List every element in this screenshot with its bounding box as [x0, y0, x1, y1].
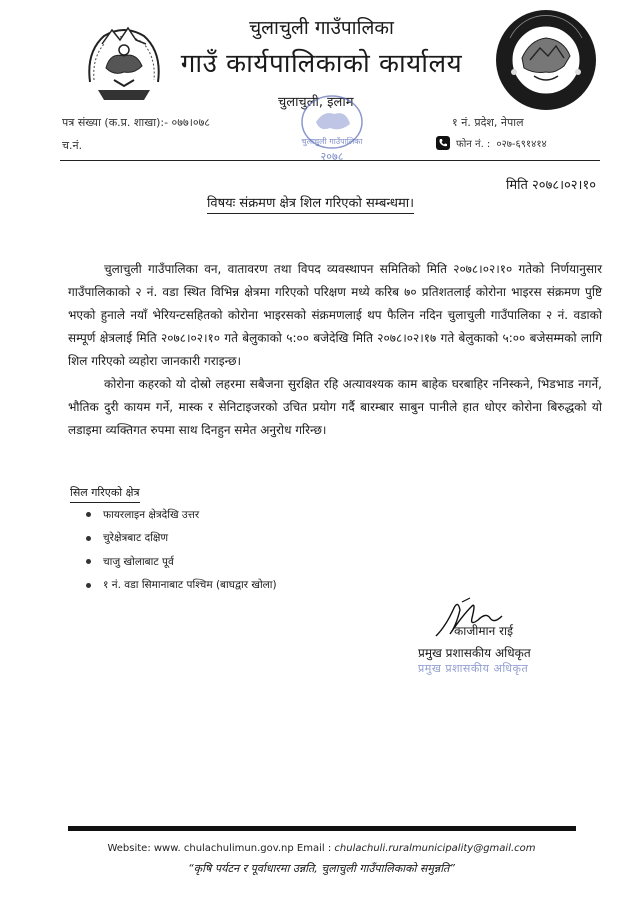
svg-text:२०७८: २०७८: [320, 150, 344, 163]
list-item: [86, 574, 277, 598]
sealed-area-list: [86, 503, 277, 597]
footer-divider: [68, 826, 576, 831]
email-address: chulachuli.ruralmunicipality@gmail.com: [334, 843, 536, 854]
body-paragraph-1: चुलाचुली गाउँपालिका वन, वातावरण तथा विपद व्यवस्थापन समितिको मिति २०७८।०२।१० गतेको निर्णयानुसार गाउँपालिकाको २ नं. वडा स्थित विभिन्न क्षेत्रमा गरिएको परिक्षण मध्ये करिब ७० प्रतिशतलाई कोरोना भाइरस संक्रमण पुष्टि भएको हुनाले नयाँ भेरियन्टसहितको कोरोना भाइरसको संक्रमणलाई थप फैलिन नदिन चुलाचुली गाउँपालिका २ नं. वडाको सम्पूर्ण क्षेत्रलाई मिति २०७८।०२।१० गते बेलुकाको ५:०० बजेदेखि मिति २०७८।०२।१७ गते बेलुकाको ५:०० बजेसम्मको लागि शिल गरिएको व्यहोरा जानकारी गराइन्छ।: [68, 262, 602, 368]
list-item-label: चाजु खोलाबाट पूर्व: [103, 555, 174, 568]
list-item: [86, 503, 277, 527]
reference-number: पत्र संख्या (क.प्र. शाखा):- ०७७।०७८: [62, 116, 211, 129]
phone-number: ०२७-६९१४१४: [496, 139, 547, 150]
sealed-area-title: सिल गरिएको क्षेत्र: [70, 485, 140, 503]
phone-icon: [436, 136, 450, 150]
province-address: १ नं. प्रदेश, नेपाल: [452, 116, 524, 129]
bullet-icon: [86, 559, 91, 564]
body-paragraph-2: कोरोना कहरको यो दोस्रो लहरमा सबैजना सुरक्षित रहि अत्यावश्यक काम बाहेक घरबाहिर ननिस्कने, भिडभाड नगर्ने, भौतिक दुरी कायम गर्ने, मास्क र सेनिटाइजरको उचित प्रयोग गर्दै बारम्बार साबुन पानीले हात धोएर कोरोना बिरुद्धको यो लडाइमा व्यक्तिगत रुपमा साथ दिनहुन समेत अनुरोध गरिन्छ।: [68, 377, 602, 437]
dispatch-number: च.नं.: [62, 139, 83, 152]
signer-stamp: प्रमुख प्रशासकीय अधिकृत: [418, 662, 529, 675]
list-item-label: चुरेक्षेत्रबाट दक्षिण: [103, 532, 169, 545]
list-item-label: १ नं. वडा सिमानाबाट पश्चिम (बाघद्वार खोला): [103, 579, 277, 592]
header-divider: [60, 160, 600, 161]
signer-title: प्रमुख प्रशासकीय अधिकृत: [418, 646, 531, 660]
office-name: गाउँ कार्यपालिकाको कार्यालय: [180, 49, 463, 79]
letter-date: मिति २०७८।०२।१०: [506, 178, 596, 193]
footer-contact: [0, 843, 643, 854]
phone-label: फोन नं. :: [456, 139, 491, 150]
office-location: चुलाचुली, इलाम: [278, 95, 354, 110]
list-item: [86, 550, 277, 574]
signer-name: काजीमान राई: [454, 624, 514, 638]
letter-subject: विषयः संक्रमण क्षेत्र शिल गरिएको सम्बन्धमा।: [207, 193, 414, 214]
list-item-label: फायरलाइन क्षेत्रदेखि उत्तर: [103, 508, 200, 521]
letter-body: [68, 258, 602, 442]
bullet-icon: [86, 536, 91, 541]
bullet-icon: [86, 583, 91, 588]
office-stamp: [290, 92, 374, 164]
municipality-name: चुलाचुली गाउँपालिका: [249, 17, 394, 39]
list-item: [86, 527, 277, 551]
website-label: Website: www. chulachulimun.gov.np Email :: [107, 843, 332, 854]
phone-info: [436, 136, 547, 150]
bullet-icon: [86, 512, 91, 517]
footer-slogan: “कृषि पर्यटन र पूर्वाधारमा उन्नति, चुलाचुली गाउँपालिकाको समुन्नति”: [187, 862, 456, 875]
svg-text:चुलाचुली गाउँपालिका: चुलाचुली गाउँपालिका: [301, 137, 363, 146]
